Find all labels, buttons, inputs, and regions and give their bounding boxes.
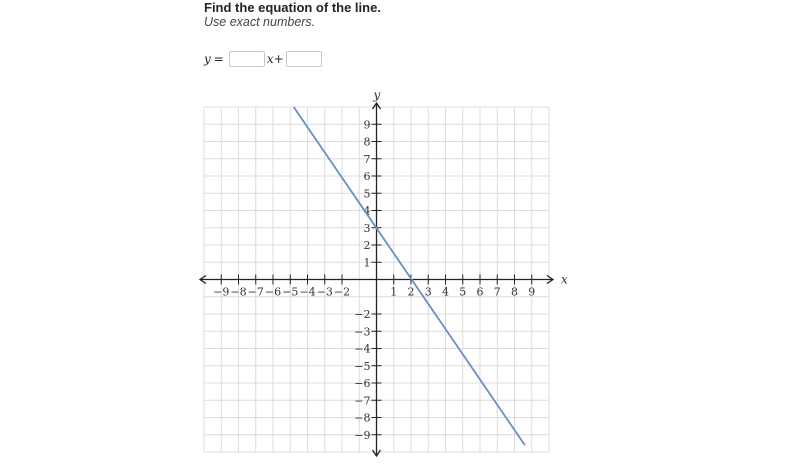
equation-row — [204, 50, 324, 68]
equation-y-variable: y — [204, 52, 211, 66]
y-tick-label: 4 — [363, 204, 371, 218]
problem-title: Find the equation of the line. — [204, 0, 381, 15]
equation-equals-sign: = — [213, 52, 224, 66]
y-tick-label: 2 — [363, 239, 371, 252]
x-tick-label: 3 — [424, 285, 432, 299]
x-tick-label: −2 — [333, 285, 351, 299]
x-tick-label: 6 — [476, 285, 484, 299]
y-tick-label: 1 — [363, 256, 371, 270]
x-tick-label: −4 — [299, 285, 316, 299]
axes — [200, 103, 553, 456]
x-tick-label: −8 — [230, 285, 247, 299]
x-tick-label: −7 — [247, 285, 264, 299]
x-axis-label: x — [561, 272, 568, 287]
x-tick-label: −6 — [264, 285, 282, 299]
series-line — [294, 107, 525, 445]
slope-input[interactable] — [229, 51, 265, 67]
y-tick-label: 5 — [363, 187, 371, 201]
equation-x-plus: x+ — [266, 52, 284, 66]
x-tick-label: −5 — [282, 285, 299, 299]
x-tick-label: −9 — [213, 285, 230, 299]
x-tick-label: 8 — [511, 285, 518, 299]
plotted-line — [294, 107, 525, 445]
y-tick-label: −7 — [354, 394, 371, 408]
y-tick-label: −9 — [354, 428, 371, 442]
coordinate-graph[interactable] — [195, 85, 568, 460]
y-tick-label: −2 — [354, 308, 371, 321]
x-tick-label: −3 — [316, 285, 333, 299]
intercept-input[interactable] — [286, 51, 322, 67]
y-tick-label: 9 — [363, 118, 371, 132]
y-tick-label: −4 — [354, 342, 371, 356]
y-tick-label: 3 — [363, 221, 371, 235]
y-axis-label: y — [373, 88, 381, 102]
problem-instructions: Use exact numbers. — [204, 15, 316, 29]
x-tick-label: 2 — [407, 285, 415, 299]
y-tick-label: −6 — [354, 377, 371, 390]
x-tick-label: 7 — [493, 285, 501, 299]
y-tick-label: −3 — [354, 325, 371, 339]
y-tick-label: −8 — [354, 411, 371, 425]
y-tick-label: 6 — [363, 170, 371, 183]
y-tick-label: 7 — [363, 152, 371, 166]
x-tick-label: 1 — [390, 285, 398, 299]
y-tick-label: −5 — [354, 359, 371, 373]
x-tick-label: 5 — [459, 285, 467, 299]
x-tick-label: 4 — [442, 285, 449, 299]
y-tick-label: 8 — [363, 135, 371, 149]
x-tick-label: 9 — [528, 285, 536, 299]
